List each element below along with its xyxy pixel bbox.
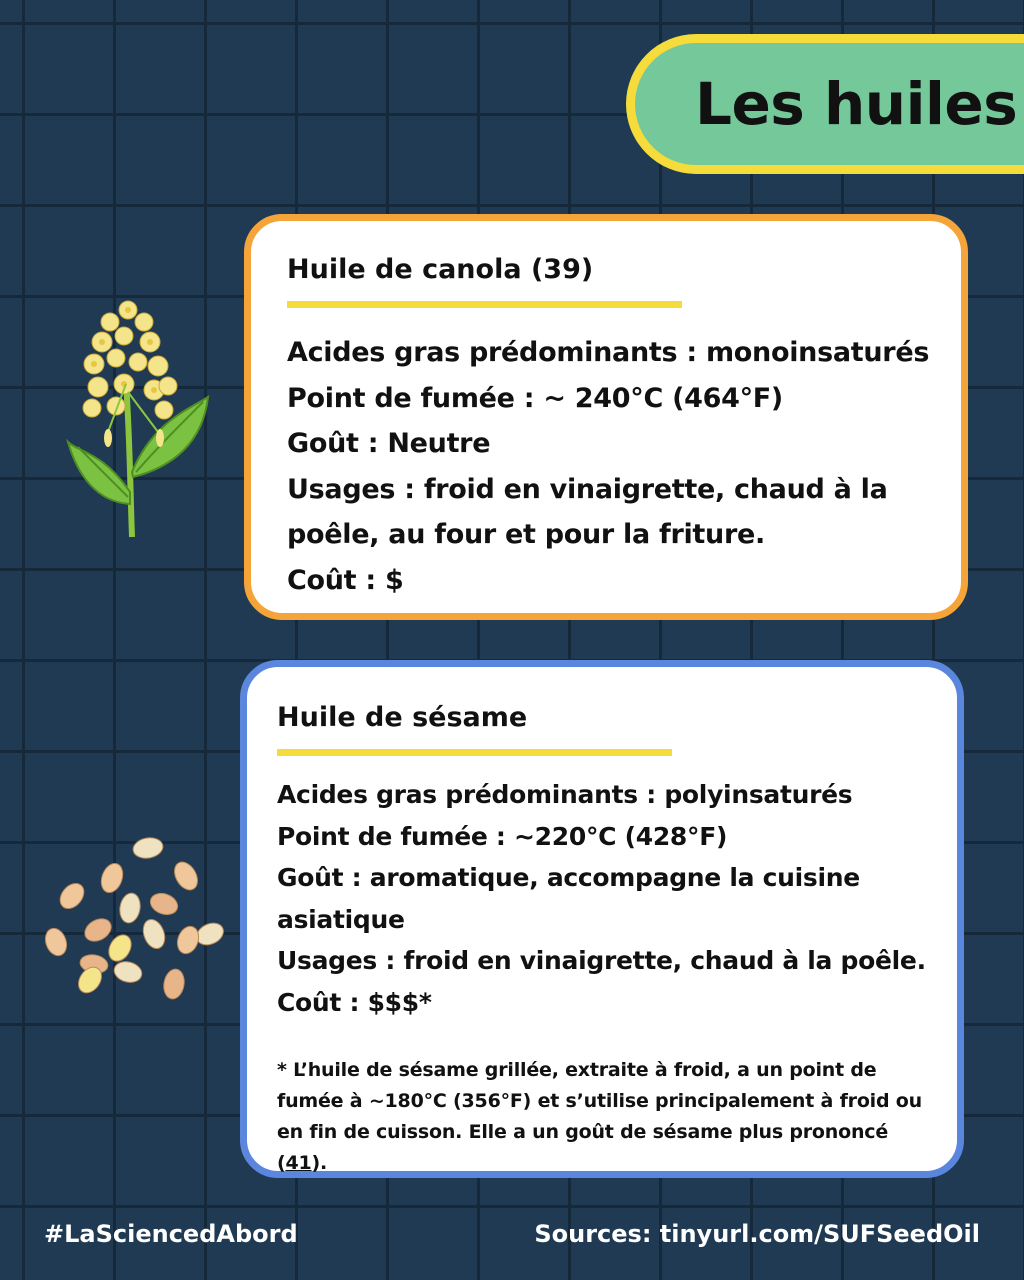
sesame-uses: Usages : froid en vinaigrette, chaud à la poêle. — [277, 946, 926, 975]
canola-fatty-acids: Acides gras prédominants : monoinsaturés — [287, 337, 930, 368]
footnote-end: ). — [311, 1152, 328, 1174]
page-title: Les huiles — [695, 70, 1018, 138]
footnote-text: * L’huile de sésame grillée, extraite à froid, a un point de fumée à ~180°C (356°F) et s’utilise principalement à froid ou en fin de cuisson. Elle a un goût de sésame plus prononcé ( — [277, 1059, 922, 1174]
sesame-taste-line-1: Goût : aromatique, accompagne la cuisine — [277, 863, 860, 892]
sesame-seeds-icon — [40, 830, 235, 1010]
sesame-fatty-acids: Acides gras prédominants : polyinsaturés — [277, 780, 853, 809]
canola-heading: Huile de canola (39) — [287, 254, 594, 285]
canola-body — [287, 330, 931, 603]
sesame-taste-line-2: asiatique — [277, 904, 405, 934]
sesame-smoke-point: Point de fumée : ~220°C (428°F) — [277, 821, 728, 851]
canola-uses-line-2: poêle, au four et pour la friture. — [287, 519, 765, 550]
sesame-card — [240, 660, 964, 1178]
sesame-underline — [277, 749, 672, 756]
sesame-body — [277, 774, 927, 1023]
canola-taste: Goût : Neutre — [287, 428, 491, 459]
canola-card — [244, 214, 968, 620]
footnote-ref-link[interactable]: 41 — [285, 1152, 312, 1174]
canola-smoke-point: Point de fumée : ~ 240°C (464°F) — [287, 382, 783, 414]
sesame-footnote — [277, 1055, 927, 1179]
canola-flower-icon — [58, 292, 218, 542]
sesame-cost: Coût : $$$* — [277, 987, 432, 1017]
hashtag: #LaSciencedAbord — [44, 1220, 298, 1248]
canola-uses-line-1: Usages : froid en vinaigrette, chaud à la — [287, 473, 888, 505]
sources-link[interactable]: Sources: tinyurl.com/SUFSeedOil — [534, 1220, 980, 1248]
sesame-heading: Huile de sésame — [277, 702, 528, 733]
title-pill — [626, 34, 1024, 174]
canola-cost: Coût : $ — [287, 564, 404, 596]
canola-underline — [287, 301, 682, 308]
